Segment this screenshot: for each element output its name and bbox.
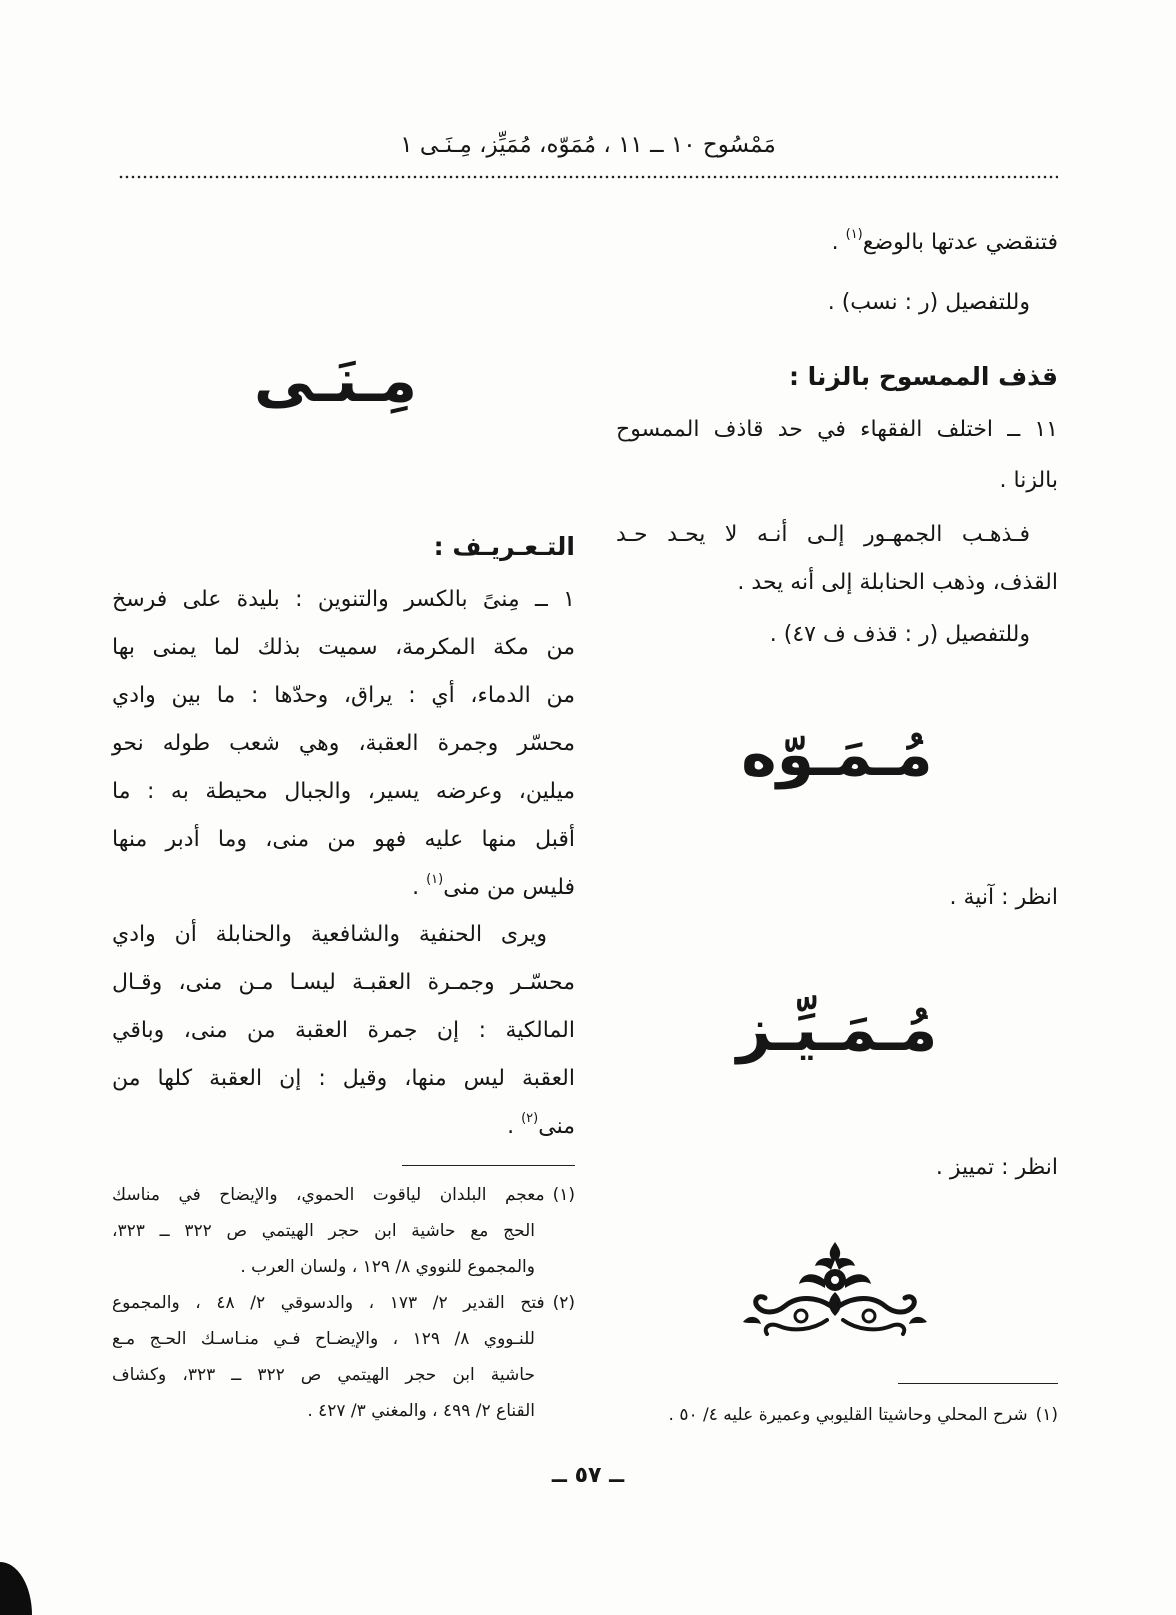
body-text-line: ١١ ــ اختلف الفقهاء في حد قاذف الممسوح <box>616 417 1058 442</box>
body-text-line: المالكية : إن جمرة العقبة من منى، وباقي <box>112 1018 575 1043</box>
line-end-punctuation: . <box>412 875 427 900</box>
body-text-line: العقبة ليس منها، وقيل : إن العقبة كلها من <box>112 1066 575 1091</box>
continuation-text: فتنقضي عدتها بالوضع <box>862 230 1058 255</box>
footnote-marker: (٢) <box>552 1293 575 1313</box>
footnote-text: فتح القدير ٢/ ١٧٣ ، والدسوقي ٢/ ٤٨ ، والمجموع <box>112 1293 545 1313</box>
page-number: ــ ٥٧ ــ <box>551 1463 625 1488</box>
footnote-line: الحج مع حاشية ابن حجر الهيتمي ص ٣٢٢ ــ ٣٢٣، <box>112 1221 535 1241</box>
body-text-line: ويرى الحنفية والشافعية والحنابلة أن وادي <box>112 922 547 947</box>
body-text-line: ١ ــ مِنىً بالكسر والتنوين : بليدة على فرسخ <box>112 587 575 612</box>
continuation-line <box>616 218 1058 268</box>
body-text-line: أقبل منها عليه فهو من منى، وما أدبر منها <box>112 827 575 852</box>
body-text-line <box>112 1103 575 1151</box>
fleuron-ornament-icon <box>735 1240 935 1340</box>
footnote-line: للنـووي ٨/ ١٢٩ ، والإيضـاح فـي منـاسـك الحـج مـع <box>112 1329 535 1349</box>
body-text-line: محسّـر وجمـرة العقبـة ليسـا مـن منى، وقـال <box>112 970 575 995</box>
subheading-qadhf: قذف الممسوح بالزنا : <box>788 362 1058 391</box>
footnote <box>616 1397 1058 1433</box>
footnote-line: حاشية ابن حجر الهيتمي ص ٣٢٢ ــ ٣٢٣، وكشاف <box>112 1365 535 1385</box>
see-also-line: وللتفصيل (ر : نسب) . <box>827 290 1030 315</box>
body-text-line: من مكة المكرمة، سميت بذلك لما يمنى بها <box>112 635 575 660</box>
body-text-line: ميلين، وعرضه يسير، والجبال محيطة به : ما <box>112 779 575 804</box>
see-also-line: وللتفصيل (ر : قذف ف ٤٧) . <box>769 622 1030 647</box>
footnote-line <box>112 1285 575 1321</box>
cross-reference-line: انظر : تمييز . <box>935 1155 1058 1180</box>
right-column <box>616 0 1058 1615</box>
line-text: منى <box>538 1114 575 1139</box>
left-column <box>112 0 575 1615</box>
footnote-text: شرح المحلي وحاشيتا القليوبي وعميرة عليه ٤/ ٥٠ . <box>668 1405 1028 1425</box>
footnote-ref: (١) <box>426 872 444 887</box>
footnote-line: والمجموع للنووي ٨/ ١٢٩ ، ولسان العرب . <box>240 1257 535 1277</box>
body-text-line: محسّر وجمرة العقبة، وهي شعب طوله نحو <box>112 731 575 756</box>
running-header: مَمْسُوح ١٠ ــ ١١ ، مُمَوّه، مُمَيِّز، مِـنَـى ١ <box>400 132 776 158</box>
line-end-punctuation: . <box>831 230 846 255</box>
body-text-line: من الدماء، أي : يراق، وحدّها : ما بين وادي <box>112 683 575 708</box>
footnote <box>112 1285 575 1429</box>
line-end-punctuation: . <box>507 1114 522 1139</box>
scan-edge-shadow <box>0 1562 32 1615</box>
footnote-marker: (١) <box>1035 1405 1058 1425</box>
entry-title-mina: مِـنَـى <box>253 346 418 416</box>
footnote-text: معجم البلدان لياقوت الحموي، والإيضاح في مناسك <box>112 1185 545 1205</box>
body-text-line: بالزنا . <box>999 468 1058 493</box>
line-text: فليس من منى <box>443 875 575 900</box>
entry-title-mumawwah: مُـمَـوّه <box>741 720 933 790</box>
entry-title-mumayyiz: مُـمَـيِّـز <box>736 995 938 1065</box>
footnote-line <box>112 1177 575 1213</box>
body-text-line <box>112 864 575 912</box>
footnote-line: القناع ٢/ ٤٩٩ ، والمغني ٣/ ٤٢٧ . <box>307 1401 535 1421</box>
body-text-line: القذف، وذهب الحنابلة إلى أنه يحد . <box>737 570 1058 595</box>
body-text-line: فـذهـب الجمهـور إلـى أنـه لا يحـد حـد <box>616 522 1030 547</box>
footnote-ref: (١) <box>845 227 863 242</box>
footnote-marker: (١) <box>552 1185 575 1205</box>
footnote-line <box>616 1397 1058 1433</box>
section-heading-definition: التـعـريـف : <box>433 532 575 561</box>
footnote-separator <box>898 1383 1058 1384</box>
footnote-separator <box>402 1165 575 1166</box>
cross-reference-line: انظر : آنية . <box>949 885 1058 910</box>
footnote-ref: (٢) <box>521 1111 539 1126</box>
footnote <box>112 1177 575 1285</box>
